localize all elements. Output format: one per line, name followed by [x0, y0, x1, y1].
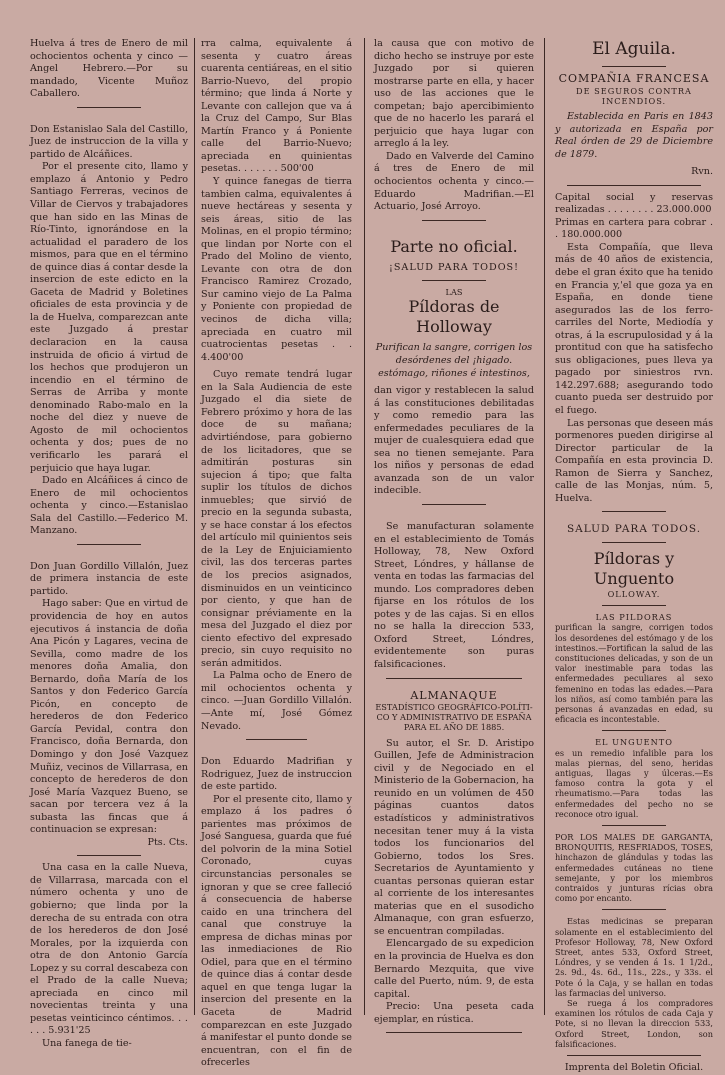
paragraph: Las personas que deseen más pormenores pueden dirigirse al Director particular de la Compañía en esta provincia D. Ramon de Sierra y Sanchez, calle de las Monjas, núm. 5, Huelva.	[555, 417, 713, 504]
divider	[602, 825, 665, 826]
paragraph: Precio: Una peseta cada ejemplar, en rústica.	[374, 1001, 534, 1025]
divider	[602, 66, 665, 67]
column-4	[555, 38, 713, 1074]
advert-heading: EL UNGUENTO	[595, 737, 673, 748]
paragraph: purifican la sangre, corrigen todos los desordenes del estómago y de los intestinos.—Fortifican la salud de las constituciones delicadas, y son de un valor inestimable para todas las enfermedades peculiares al sexo femenino en todas las edades.—Para los niños, así como también para las personas á avanzadas en edad, su eficacia es incontestable.	[555, 622, 713, 725]
divider	[567, 185, 701, 186]
advert-subtitle: OLLOWAY.	[607, 588, 661, 599]
advert-tagline: Purifican la sangre, corrigen los desórdenes del ¡higado. estómago, riñones é intestinos,	[375, 342, 533, 379]
advert-heading: LAS PILDORAS	[595, 612, 673, 623]
advert-heading: SALUD PARA TODOS.	[566, 523, 702, 536]
paragraph: Una fanega de tie-	[42, 1038, 132, 1050]
divider	[77, 855, 140, 856]
divider	[422, 220, 486, 221]
paragraph: es un remedio infalible para los malas piernas, del seno, heridas antiguas, llagas y úlceras.—Es famoso contra la gota y el rheumatismo.—Para todas las enfermedades del pecho no se reconoce otro igual.	[555, 747, 713, 819]
paragraph: dan vigor y restablecen la salud á las constituciones debilitadas y como remedio para las enfermedades peculiares de la mujer de cualesquiera edad que sea no tienen semejante. Para los niños y personas de edad avanzada son de un valor indecible.	[374, 385, 534, 497]
notice-heading: Don Eduardo Madrifian y Rodriguez, Juez de instruccion de este partido.	[201, 756, 352, 793]
paragraph: Establecida en Paris en 1843 y autorizada en España por Real órden de 29 de Diciembre de 1879.	[555, 110, 713, 160]
divider	[602, 542, 665, 543]
column-1	[30, 38, 188, 1050]
paragraph: La Palma ocho de Enero de mil ochocientos ochenta y cinco. —Juan Gordillo Villalón.—Ante mí, José Gómez Nevado.	[201, 670, 352, 732]
price-header: Pts. Cts.	[147, 836, 188, 848]
divider	[77, 107, 140, 108]
company-subtitle: DE SEGUROS CONTRA INCENDIOS.	[576, 85, 692, 106]
almanaque-subtitle: PARA EL AÑO DE 1885.	[403, 722, 505, 733]
paragraph: la causa que con motivo de dicho hecho se instruye por este Juzgado por si quieren mostrarse parte en ella, y hacer uso de las acciones que le competan; bajo apercibimiento que de no hacerlo les parará el perjuicio que haya lugar con arreglo á la ley.	[374, 38, 534, 150]
paragraph: Su autor, el Sr. D. Aristipo Guillen, Jefe de Administracion civil y de Negociado en el Ministerio de la Gobernacion, ha reunido en un volúmen de 450 páginas cuantos datos estadísticos y administrativos necesitan tener muy á la vista todos los funcionarios del Gobierno, todos los Sres. Secretarios de Ayuntamiento y cuantas personas quieran estar al corriente de los interesantes materias que en el susodicho Almanaque, con gran esfuerzo, se encuentran compiladas.	[374, 737, 534, 937]
column-rule	[544, 38, 545, 1015]
divider	[77, 544, 140, 545]
divider	[386, 1032, 522, 1033]
divider	[602, 730, 665, 731]
paragraph: Dado en Valverde del Camino á tres de Enero de mil ochocientos ochenta y cinco.—Eduardo Madrifian.—El Actuario, José Arroyo.	[374, 150, 534, 213]
paragraph: Cuyo remate tendrá lugar en la Sala Audiencia de este Juzgado el dia siete de Febrero próximo y hora de las doce de su mañana; advirtiéndose, para gobierno de los licitadores, que se admitirán posturas sin sujecion á tipo; que falta suplir los títulos de dichos inmuebles; que sirvió de precio en la segunda subasta, y se hace constar á los efectos del artículo mil quinientos seis de la Ley de Enjuiciamiento civil, las dos terceras partes de los precios asignados, disminuidos en un veinticinco por ciento, y que han de consignar préviamente en la mesa del Juzgado el diez por ciento efectivo del expresado precio, sin cuyo requisito no serán admitidos.	[201, 369, 352, 669]
advert-title: Píldoras y Unguento	[593, 548, 675, 588]
paragraph: Hago saber: Que en virtud de providencia de hoy en autos ejecutivos á instancia de doña Ana Picón y Lagares, vecina de Sevilla, como madre de los menores doña Amalia, don Bernardo, doña María de los Santos y don Federico García Picón, en concepto de herederos de don Federico García Pevidal, contra don Francisco, doña Bernarda, don Domingo y don José Vazquez Muñiz, vecinos de Villarrasa, en concepto de herederos de don José María Vazquez Bueno, se sacan por tercera vez á la subasta las fincas que á continuacion se expresan:	[30, 598, 188, 836]
divider	[246, 739, 306, 740]
divider	[422, 504, 486, 505]
advert-heading: ¡SALUD PARA TODOS!	[389, 261, 519, 273]
divider	[602, 511, 665, 512]
divider	[422, 280, 486, 281]
paragraph: Por el presente cito, llamo y emplazo á Antonio y Pedro Santiago Ferreras, vecinos de Villar de Ciervos y trabajadores que han sido en las Minas de Río-Tinto, ignorándose en la actualidad el paradero de los mismos, para que en el término de quince dias á contar desde la insercion de este edicto en la Gaceta de Madrid y Boletines oficiales de esta provincia y de la de Huelva, comparezcan ante este Juzgado á prestar declaracion en la causa instruida de oficio á virtud de los hechos que produjeron un incendio en el término de Serras de Arriba y monte denominado Rabo-malo en la noche del diez y nueve de Agosto de mil ochocientos ochenta y dos; pues de no verificarlo les parará el perjuicio que haya lugar.	[30, 161, 188, 474]
paragraph: rra calma, equivalente á sesenta y cuatro áreas cuarenta centiáreas, en el sitio Barrio-Nuevo, del propio término; que linda á Norte y Levante con callejon que va á la Cruz del Campo, Sur Blas Martín Franco y á Poniente calle del Barrio-Nuevo; apreciada en quinientas pesetas. . . . . . . 500'00	[201, 38, 352, 175]
currency-label: Rvn.	[691, 166, 713, 178]
notice-heading: Don Juan Gordillo Villalón, Juez de primera instancia de este partido.	[30, 560, 188, 597]
paragraph: Estas medicinas se preparan solamente en el establecimiento del Profesor Holloway, 78, New Oxford Street, antes 533, Oxford Street, Lóndres, y se venden á 1s. 1 1/2d., 2s. 9d., 4s. 6d., 11s., 22s., y 33s. el Pote ó la Caja, y se hallan en todas las farmacias del universo.	[555, 916, 713, 998]
paragraph: Y quince fanegas de tierra tambien calma, equivalentes á nueve hectáreas y sesenta y seis áreas, sitio de las Molinas, en el propio término; que lindan por Norte con el Prado del Molino de viento, Levante con otra de don Francisco Ramirez Crozado, Sur camino viejo de La Palma y Poniente con propiedad de vecinos de dicha villa; apreciada en cuatro mil cuatrocientas pesetas . . 4.400'00	[201, 176, 352, 363]
paragraph: Elencargado de su expedicion en la provincia de Huelva es don Bernardo Mezquita, que vive calle del Puerto, núm. 9, de esta capital.	[374, 938, 534, 1000]
almanaque-subtitle: ESTADÍSTICO GEOGRÁFICO-POLÍTI-	[375, 702, 533, 713]
notice-heading: Don Estanislao Sala del Castillo, Juez de instruccion de la villa y partido de Alcáñices.	[30, 123, 188, 160]
section-title: Parte no oficial.	[390, 236, 518, 256]
divider	[567, 1055, 701, 1056]
paragraph: Huelva á tres de Enero de mil ochocientos ochenta y cinco — Angel Hebrero.—Por su mandado, Vicente Muñoz Caballero.	[30, 38, 188, 100]
column-rule	[194, 38, 195, 1015]
primas-line: Primas en cartera para cobrar . . 180.000.000	[555, 216, 713, 241]
paragraph: Por el presente cito, llamo y emplazo á los padres ó parientes mas próximos de José Sanguesa, guarda que fué del polvorin de la mina Sotiel Coronado, cuyas circunstancias personales se ignoran y que se cree falleció á consecuencia de haberse caido en una trinchera del canal que construye la empresa de dichas minas por las inmediaciones de Rio Odiel, para que en el término de quince dias á contar desde aquel en que tenga lugar la insercion del presente en la Gaceta de Madrid comparezcan en este Juzgado á manifestar el punto donde se encuentran, con el fin de ofrecerles	[201, 793, 352, 1069]
advert-heading: LAS	[445, 287, 463, 298]
paragraph: Se manufacturan solamente en el establecimiento de Tomás Holloway, 78, New Oxford Street, Lóndres, y hállanse de venta en todas las farmacias del mundo. Los compradores deben fijarse en los rótulos de los potes y de las cajas. Si en ellos no se halla la direccion 533, Oxford Street, Lóndres, evidentemente son puras falsificaciones.	[374, 520, 534, 670]
column-2	[201, 38, 352, 1069]
divider	[602, 605, 665, 606]
almanaque-subtitle: CO Y ADMINISTRATIVO DE ESPAÑA	[376, 712, 532, 723]
column-3	[374, 38, 534, 1025]
capital-line: Capital social y reservas realizadas . . . . . . . . 23.000.000	[555, 191, 713, 216]
divider	[386, 678, 522, 679]
paragraph: POR LOS MALES DE GARGANTA, BRONQUITIS, RESFRIADOS, TOSES, hinchazon de glándulas y todas las enfermedades cutáneas no tiene semejante, y por los miembros contraidos y junturas rícias obra como por encanto.	[555, 831, 713, 904]
company-name: COMPAÑIA FRANCESA	[558, 72, 710, 85]
paragraph: Una casa en la calle Nueva, de Villarrasa, marcada con el número ochenta y uno de gobierno; que linda por la derecha de su entrada con otra de los herederos de don José Morales, por la izquierda con otra de don Antonio García Lopez y su corral descabeza con el Prado de la calle Nueva; apreciada en cinco mil novecientas treinta y una pesetas veinticinco céntimos. . . . . . 5.931'25	[30, 862, 188, 1037]
column-rule	[364, 38, 365, 1015]
advert-title: El Aguila.	[592, 39, 676, 59]
advert-title: Píldoras de Holloway	[408, 297, 500, 337]
almanaque-title: ALMANAQUE	[410, 688, 498, 702]
paragraph: Se ruega á los compradores examinen los rótulos de cada Caja y Pote, si no llevan la direccion 533, Oxford Street, London, son falsificaciones.	[555, 998, 713, 1049]
divider	[602, 909, 665, 910]
paragraph: Esta Compañía, que lleva más de 40 años de existencia, debe el gran éxito que ha tenido en Francia y,'el que goza ya en España, en donde tiene asegurados las de los ferro-carriles del Norte, Mediodía y otras, á la escrupulosidad y á la prontitud con que ha satisfecho sus obligaciones, pues lleva ya pagado por siniestros rvn. 142.297.688; asegurando todo cuanto pueda ser destruido por el fuego.	[555, 241, 713, 416]
imprint: Imprenta del Boletin Oficial.	[564, 1062, 704, 1074]
paragraph: Dado en Alcáñices á cinco de Enero de mil ochocientos ochenta y cinco.—Estanislao Sala del Castillo.—Federico M. Manzano.	[30, 475, 188, 537]
